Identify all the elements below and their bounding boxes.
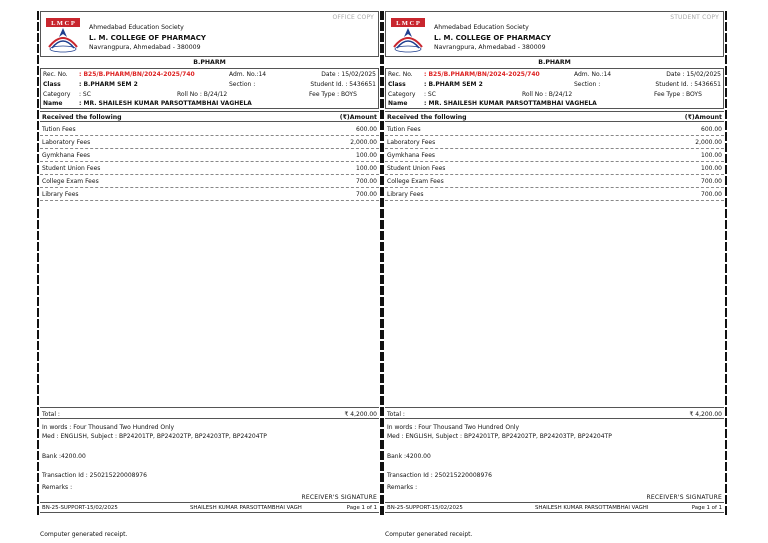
college-name: L. M. COLLEGE OF PHARMACY — [89, 34, 206, 42]
fee-item-amount: 700.00 — [701, 191, 722, 198]
fee-item-row — [385, 175, 724, 188]
total-label: Total : — [387, 411, 405, 418]
logo-text: L M C P — [51, 20, 75, 27]
receipt-footer — [385, 502, 724, 513]
fee-item-row — [40, 123, 379, 136]
adm-no: Adm. No.:14 — [229, 71, 267, 78]
fee-item-amount: 700.00 — [701, 178, 722, 185]
transaction-id: Transaction Id : 250215220008976 — [387, 472, 492, 479]
footer-code: BN-25-SUPPORT-15/02/2025 — [42, 505, 118, 511]
receiver-signature-label: RECEIVER'S SIGNATURE — [646, 494, 722, 501]
computer-generated-note: Computer generated receipt. — [385, 531, 473, 538]
fee-item-amount: 700.00 — [356, 191, 377, 198]
receipt-student-copy — [385, 11, 724, 538]
in-words-line: In words : Four Thousand Two Hundred Only — [42, 424, 175, 431]
category-value: : SC — [79, 91, 91, 98]
total-row — [40, 407, 379, 419]
fee-item-name: Laboratory Fees — [387, 139, 436, 146]
med-subject-line: Med : ENGLISH, Subject : BP24201TP, BP24202TP, BP24203TP, BP24204TP — [42, 433, 267, 440]
fee-item-amount: 100.00 — [701, 165, 722, 172]
left-edge-bar — [37, 11, 39, 515]
fee-item-row — [40, 175, 379, 188]
name-label: Name — [388, 100, 408, 107]
college-logo — [45, 17, 81, 53]
fee-item-row — [385, 149, 724, 162]
student-name: : MR. SHAILESH KUMAR PARSOTTAMBHAI VAGHELA — [79, 100, 252, 107]
fee-item-name: Library Fees — [387, 191, 424, 198]
fee-item-amount: 100.00 — [356, 165, 377, 172]
amount-in-words — [42, 423, 267, 441]
receipt-office-copy — [40, 11, 379, 538]
section: Section : — [229, 81, 256, 88]
name-label: Name — [43, 100, 63, 107]
fee-item-name: Tution Fees — [387, 126, 421, 133]
info-row-class — [388, 81, 721, 90]
student-name: : MR. SHAILESH KUMAR PARSOTTAMBHAI VAGHELA — [424, 100, 597, 107]
copy-label: STUDENT COPY — [670, 14, 719, 21]
amount-header-label: (₹)Amount — [684, 114, 722, 121]
amount-in-words — [387, 423, 612, 441]
total-label: Total : — [42, 411, 60, 418]
items-header — [385, 111, 724, 122]
rec-no-value: : B25/B.PHARM/BN/2024-2025/740 — [424, 71, 540, 78]
program-title: B.PHARM — [193, 59, 226, 66]
fee-item-name: College Exam Fees — [42, 178, 99, 185]
receipt-date: Date : 15/02/2025 — [321, 71, 376, 78]
rec-no-label: Rec. No. — [388, 71, 413, 78]
items-header — [40, 111, 379, 122]
roll-no: Roll No : B/24/12 — [522, 91, 573, 98]
fee-type: Fee Type : BOYS — [309, 91, 357, 98]
footer-name: SHAILESH KUMAR PARSOTTAMBHAI VAGHI — [535, 505, 649, 511]
college-name: L. M. COLLEGE OF PHARMACY — [434, 34, 551, 42]
category-label: Category — [43, 91, 71, 98]
rec-no-value: : B25/B.PHARM/BN/2024-2025/740 — [79, 71, 195, 78]
fee-item-amount: 2,000.00 — [350, 139, 377, 146]
footer-page: Page 1 of 1 — [346, 505, 377, 511]
rec-no-label: Rec. No. — [43, 71, 68, 78]
total-value: ₹ 4,200.00 — [344, 411, 377, 418]
fee-item-amount: 600.00 — [356, 126, 377, 133]
info-row-rec — [43, 71, 376, 80]
remarks: Remarks : — [42, 484, 73, 491]
fee-item-row — [385, 162, 724, 175]
college-address: Navrangpura, Ahmedabad - 380009 — [89, 44, 201, 51]
total-row — [385, 407, 724, 419]
logo-text: L M C P — [396, 20, 420, 27]
fee-item-row — [40, 136, 379, 149]
class-value: : B.PHARM SEM 2 — [79, 81, 138, 88]
fee-item-row — [40, 188, 379, 201]
society-name: Ahmedabad Education Society — [89, 24, 184, 31]
fee-item-name: College Exam Fees — [387, 178, 444, 185]
society-name: Ahmedabad Education Society — [434, 24, 529, 31]
copy-label: OFFICE COPY — [332, 14, 374, 21]
fee-item-row — [40, 162, 379, 175]
fee-item-amount: 2,000.00 — [695, 139, 722, 146]
roll-no: Roll No : B/24/12 — [177, 91, 228, 98]
footer-page: Page 1 of 1 — [691, 505, 722, 511]
computer-generated-note: Computer generated receipt. — [40, 531, 128, 538]
fee-item-name: Tution Fees — [42, 126, 76, 133]
receipt-footer — [40, 502, 379, 513]
fee-item-amount: 100.00 — [701, 152, 722, 159]
fee-item-row — [40, 149, 379, 162]
class-label: Class — [43, 81, 61, 88]
total-value: ₹ 4,200.00 — [689, 411, 722, 418]
fee-item-row — [385, 136, 724, 149]
student-info — [385, 68, 724, 109]
remarks: Remarks : — [387, 484, 418, 491]
items-header-label: Received the following — [387, 114, 467, 121]
class-label: Class — [388, 81, 406, 88]
student-id: Student Id. : 5436651 — [655, 81, 721, 88]
receipt-date: Date : 15/02/2025 — [666, 71, 721, 78]
info-row-category — [388, 91, 721, 100]
receipt-header — [40, 11, 379, 57]
fee-item-name: Gymkhana Fees — [387, 152, 436, 159]
fee-item-name: Student Union Fees — [387, 165, 446, 172]
in-words-line: In words : Four Thousand Two Hundred Only — [387, 424, 520, 431]
info-row-name — [43, 100, 376, 109]
bank-amount: Bank :4200.00 — [42, 453, 86, 460]
student-info — [40, 68, 379, 109]
class-value: : B.PHARM SEM 2 — [424, 81, 483, 88]
bank-amount: Bank :4200.00 — [387, 453, 431, 460]
fee-type: Fee Type : BOYS — [654, 91, 702, 98]
fee-item-amount: 600.00 — [701, 126, 722, 133]
section: Section : — [574, 81, 601, 88]
transaction-id: Transaction Id : 250215220008976 — [42, 472, 147, 479]
receipt-header — [385, 11, 724, 57]
program-title: B.PHARM — [538, 59, 571, 66]
student-id: Student Id. : 5436651 — [310, 81, 376, 88]
category-value: : SC — [424, 91, 436, 98]
category-label: Category — [388, 91, 416, 98]
info-row-rec — [388, 71, 721, 80]
right-edge-bar — [725, 11, 727, 515]
fee-item-name: Gymkhana Fees — [42, 152, 91, 159]
med-subject-line: Med : ENGLISH, Subject : BP24201TP, BP24202TP, BP24203TP, BP24204TP — [387, 433, 612, 440]
adm-no: Adm. No.:14 — [574, 71, 612, 78]
college-logo — [390, 17, 426, 53]
footer-name: SHAILESH KUMAR PARSOTTAMBHAI VAGH — [190, 505, 302, 511]
left-edge-bar — [382, 11, 384, 515]
fee-item-amount: 100.00 — [356, 152, 377, 159]
fee-item-row — [385, 188, 724, 201]
fee-item-name: Laboratory Fees — [42, 139, 91, 146]
fee-item-row — [385, 123, 724, 136]
amount-header-label: (₹)Amount — [339, 114, 377, 121]
info-row-category — [43, 91, 376, 100]
fee-item-name: Library Fees — [42, 191, 79, 198]
footer-code: BN-25-SUPPORT-15/02/2025 — [387, 505, 463, 511]
college-address: Navrangpura, Ahmedabad - 380009 — [434, 44, 546, 51]
fee-item-name: Student Union Fees — [42, 165, 101, 172]
fee-item-amount: 700.00 — [356, 178, 377, 185]
info-row-class — [43, 81, 376, 90]
info-row-name — [388, 100, 721, 109]
items-header-label: Received the following — [42, 114, 122, 121]
receiver-signature-label: RECEIVER'S SIGNATURE — [301, 494, 377, 501]
